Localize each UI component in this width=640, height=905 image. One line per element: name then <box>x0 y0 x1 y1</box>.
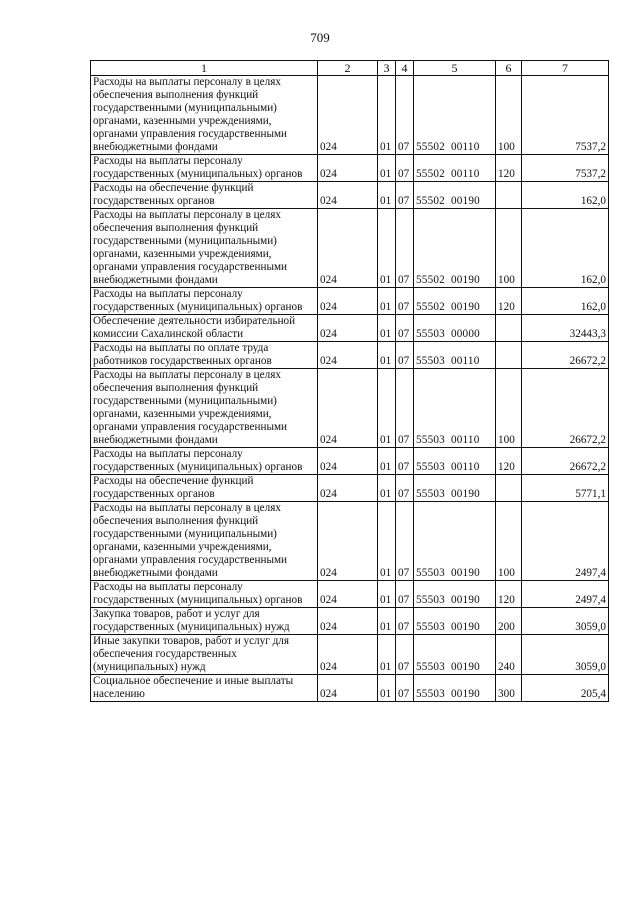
row-csr-cell: 55502 00190 <box>414 182 496 209</box>
row-csr-cell: 55503 00000 <box>414 315 496 342</box>
row-vr-cell: 200 <box>496 608 522 635</box>
row-vr-cell: 120 <box>496 155 522 182</box>
row-csr-cell: 55502 00110 <box>414 76 496 155</box>
row-name-cell: Закупка товаров, работ и услуг для государственных (муниципальных) нужд <box>91 608 318 635</box>
row-rz-cell: 01 <box>378 635 396 675</box>
row-csr-cell: 55503 00190 <box>414 502 496 581</box>
row-ved-cell: 024 <box>318 369 378 448</box>
row-rz-cell: 01 <box>378 342 396 369</box>
row-rz-cell: 01 <box>378 475 396 502</box>
row-name-cell: Расходы на выплаты персоналу в целях обеспечения выполнения функций государственными (муниципальными) органами, казенными учреждениями, органами управления государственными внебюджетными фондами <box>91 369 318 448</box>
row-pr-cell: 07 <box>396 448 414 475</box>
row-rz-cell: 01 <box>378 182 396 209</box>
table-row <box>91 675 609 702</box>
header-col-6: 6 <box>496 61 522 76</box>
row-rz-cell: 01 <box>378 76 396 155</box>
row-pr-cell: 07 <box>396 315 414 342</box>
row-rz-cell: 01 <box>378 155 396 182</box>
row-sum-cell: 162,0 <box>522 182 609 209</box>
row-pr-cell: 07 <box>396 635 414 675</box>
header-col-4: 4 <box>396 61 414 76</box>
row-pr-cell: 07 <box>396 209 414 288</box>
row-ved-cell: 024 <box>318 608 378 635</box>
row-name-cell: Иные закупки товаров, работ и услуг для обеспечения государственных (муниципальных) нужд <box>91 635 318 675</box>
row-name-cell: Расходы на выплаты персоналу государственных (муниципальных) органов <box>91 288 318 315</box>
row-sum-cell: 2497,4 <box>522 581 609 608</box>
table-body <box>91 76 609 702</box>
row-rz-cell: 01 <box>378 315 396 342</box>
table-row <box>91 342 609 369</box>
row-vr-cell: 100 <box>496 209 522 288</box>
row-ved-cell: 024 <box>318 288 378 315</box>
row-name-cell: Расходы на выплаты персоналу государственных (муниципальных) органов <box>91 155 318 182</box>
table-row <box>91 608 609 635</box>
row-pr-cell: 07 <box>396 369 414 448</box>
row-rz-cell: 01 <box>378 675 396 702</box>
table-row <box>91 76 609 155</box>
row-csr-cell: 55503 00190 <box>414 635 496 675</box>
row-pr-cell: 07 <box>396 581 414 608</box>
row-sum-cell: 2497,4 <box>522 502 609 581</box>
row-pr-cell: 07 <box>396 608 414 635</box>
row-ved-cell: 024 <box>318 475 378 502</box>
row-rz-cell: 01 <box>378 502 396 581</box>
row-vr-cell: 100 <box>496 76 522 155</box>
row-ved-cell: 024 <box>318 76 378 155</box>
table-row <box>91 502 609 581</box>
row-pr-cell: 07 <box>396 288 414 315</box>
row-rz-cell: 01 <box>378 581 396 608</box>
row-vr-cell: 240 <box>496 635 522 675</box>
header-col-5: 5 <box>414 61 496 76</box>
row-rz-cell: 01 <box>378 608 396 635</box>
table-row <box>91 209 609 288</box>
header-col-1: 1 <box>91 61 318 76</box>
row-ved-cell: 024 <box>318 182 378 209</box>
row-sum-cell: 7537,2 <box>522 76 609 155</box>
row-rz-cell: 01 <box>378 209 396 288</box>
row-name-cell: Обеспечение деятельности избирательной комиссии Сахалинской области <box>91 315 318 342</box>
header-col-3: 3 <box>378 61 396 76</box>
row-ved-cell: 024 <box>318 155 378 182</box>
table-row <box>91 315 609 342</box>
row-pr-cell: 07 <box>396 502 414 581</box>
table-row <box>91 475 609 502</box>
row-pr-cell: 07 <box>396 675 414 702</box>
row-csr-cell: 55502 00190 <box>414 209 496 288</box>
row-name-cell: Расходы на обеспечение функций государственных органов <box>91 475 318 502</box>
row-sum-cell: 7537,2 <box>522 155 609 182</box>
row-sum-cell: 3059,0 <box>522 635 609 675</box>
row-csr-cell: 55503 00110 <box>414 448 496 475</box>
row-sum-cell: 26672,2 <box>522 448 609 475</box>
row-vr-cell: 120 <box>496 288 522 315</box>
row-name-cell: Расходы на выплаты персоналу в целях обеспечения выполнения функций государственными (муниципальными) органами, казенными учреждениями, органами управления государственными внебюджетными фондами <box>91 502 318 581</box>
row-ved-cell: 024 <box>318 675 378 702</box>
table-row <box>91 635 609 675</box>
row-name-cell: Расходы на выплаты персоналу государственных (муниципальных) органов <box>91 581 318 608</box>
row-csr-cell: 55502 00190 <box>414 288 496 315</box>
row-pr-cell: 07 <box>396 475 414 502</box>
row-name-cell: Расходы на обеспечение функций государственных органов <box>91 182 318 209</box>
row-vr-cell: 100 <box>496 502 522 581</box>
row-ved-cell: 024 <box>318 581 378 608</box>
row-csr-cell: 55503 00190 <box>414 475 496 502</box>
row-ved-cell: 024 <box>318 342 378 369</box>
row-rz-cell: 01 <box>378 448 396 475</box>
row-csr-cell: 55502 00110 <box>414 155 496 182</box>
row-pr-cell: 07 <box>396 76 414 155</box>
row-vr-cell: 120 <box>496 448 522 475</box>
row-rz-cell: 01 <box>378 369 396 448</box>
table-row <box>91 182 609 209</box>
row-sum-cell: 162,0 <box>522 288 609 315</box>
row-name-cell: Расходы на выплаты персоналу государственных (муниципальных) органов <box>91 448 318 475</box>
row-sum-cell: 26672,2 <box>522 342 609 369</box>
row-sum-cell: 205,4 <box>522 675 609 702</box>
row-pr-cell: 07 <box>396 182 414 209</box>
row-sum-cell: 3059,0 <box>522 608 609 635</box>
row-pr-cell: 07 <box>396 342 414 369</box>
row-vr-cell: 100 <box>496 369 522 448</box>
table-row <box>91 448 609 475</box>
row-sum-cell: 5771,1 <box>522 475 609 502</box>
row-csr-cell: 55503 00190 <box>414 675 496 702</box>
row-csr-cell: 55503 00190 <box>414 608 496 635</box>
row-ved-cell: 024 <box>318 315 378 342</box>
row-vr-cell <box>496 315 522 342</box>
row-csr-cell: 55503 00110 <box>414 369 496 448</box>
row-ved-cell: 024 <box>318 502 378 581</box>
header-row <box>91 61 609 76</box>
row-name-cell: Социальное обеспечение и иные выплаты населению <box>91 675 318 702</box>
row-vr-cell: 300 <box>496 675 522 702</box>
row-name-cell: Расходы на выплаты по оплате труда работников государственных органов <box>91 342 318 369</box>
row-vr-cell <box>496 182 522 209</box>
header-col-7: 7 <box>522 61 609 76</box>
row-ved-cell: 024 <box>318 209 378 288</box>
row-sum-cell: 32443,3 <box>522 315 609 342</box>
row-pr-cell: 07 <box>396 155 414 182</box>
row-vr-cell <box>496 475 522 502</box>
page-number: 709 <box>310 30 330 45</box>
row-name-cell: Расходы на выплаты персоналу в целях обеспечения выполнения функций государственными (муниципальными) органами, казенными учреждениями, органами управления государственными внебюджетными фондами <box>91 76 318 155</box>
header-col-2: 2 <box>318 61 378 76</box>
row-csr-cell: 55503 00110 <box>414 342 496 369</box>
row-rz-cell: 01 <box>378 288 396 315</box>
table-row <box>91 155 609 182</box>
row-sum-cell: 26672,2 <box>522 369 609 448</box>
row-name-cell: Расходы на выплаты персоналу в целях обеспечения выполнения функций государственными (муниципальными) органами, казенными учреждениями, органами управления государственными внебюджетными фондами <box>91 209 318 288</box>
table-row <box>91 288 609 315</box>
row-vr-cell <box>496 342 522 369</box>
table-row <box>91 581 609 608</box>
row-vr-cell: 120 <box>496 581 522 608</box>
row-ved-cell: 024 <box>318 635 378 675</box>
budget-table <box>90 60 609 702</box>
row-sum-cell: 162,0 <box>522 209 609 288</box>
table-row <box>91 369 609 448</box>
row-csr-cell: 55503 00190 <box>414 581 496 608</box>
row-ved-cell: 024 <box>318 448 378 475</box>
